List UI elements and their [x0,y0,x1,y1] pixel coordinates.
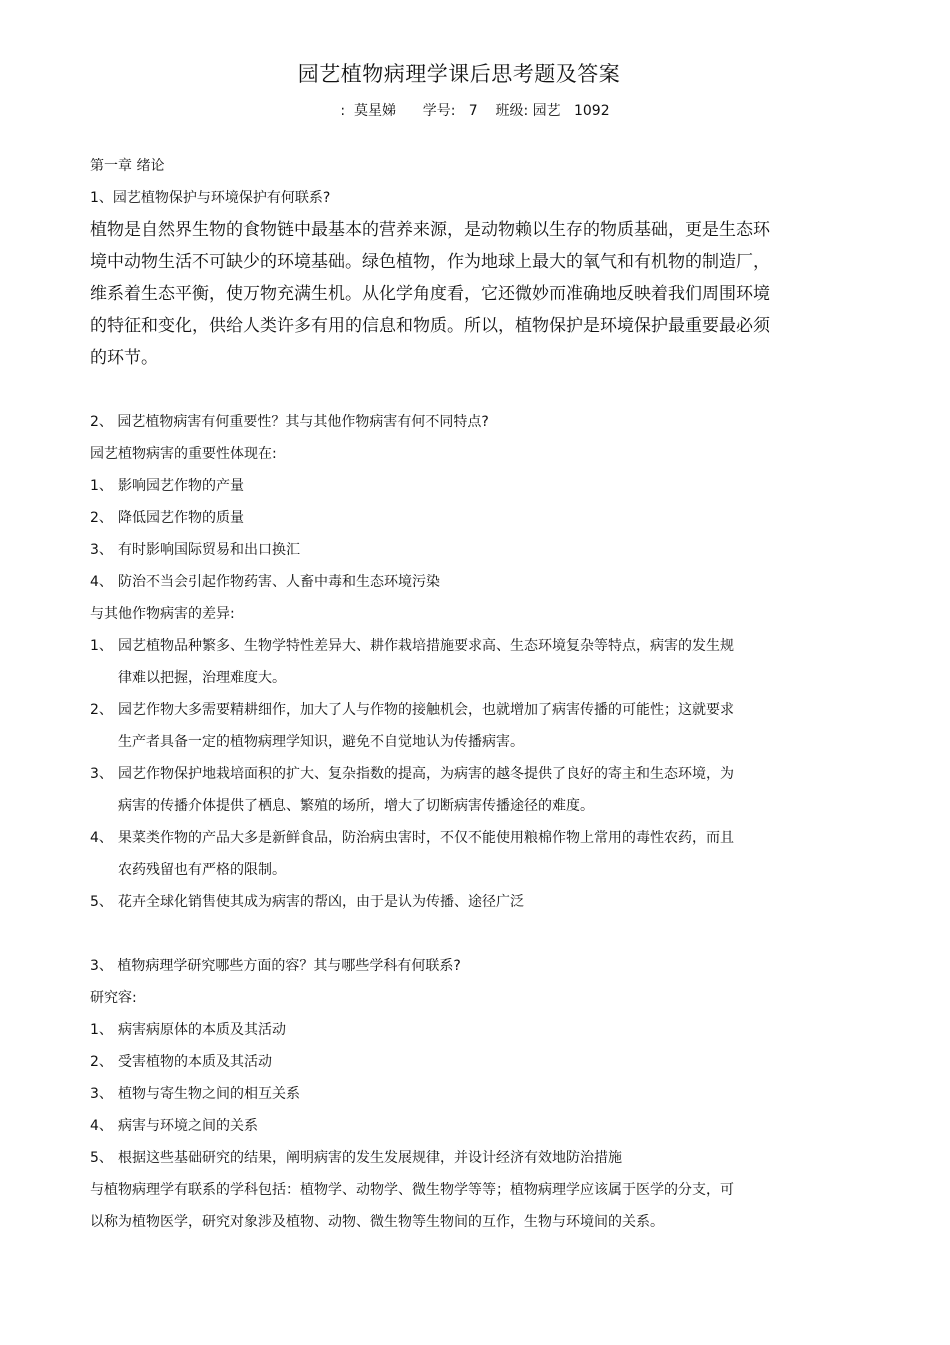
item-text: 受害植物的本质及其活动 [118,1054,272,1070]
question-1: 1、园艺植物保护与环境保护有何联系? [90,190,331,206]
research-heading: 研究容: [90,990,137,1006]
list-item [90,636,734,656]
answer-1-line: 植物是自然界生物的食物链中最基本的营养来源，是动物赖以生存的物质基础，更是生态环 [90,220,770,240]
item-text: 园艺作物大多需要精耕细作，加大了人与作物的接触机会，也就增加了病害传播的可能性；这就要求 [118,702,734,718]
list-item [90,1116,258,1136]
question-3: 3、 植物病理学研究哪些方面的容？其与哪些学科有何联系? [90,958,461,974]
item-text: 根据这些基础研究的结果，阐明病害的发生发展规律，并设计经济有效地防治措施 [118,1150,622,1166]
list-item [90,764,734,784]
item-text: 病害与环境之间的关系 [118,1118,258,1134]
item-number: 5、 [90,1150,113,1166]
item-text: 影响园艺作物的产量 [118,478,244,494]
item-number: 1、 [90,1022,113,1038]
list-item [90,1020,286,1040]
related-disciplines-line: 与植物病理学有联系的学科包括：植物学、动物学、微生物学等等；植物病理学应该属于医学的分支，可 [90,1182,734,1198]
item-number: 1、 [90,638,113,654]
item-text: 花卉全球化销售使其成为病害的帮凶，由于是认为传播、途径广泛 [118,894,524,910]
item-text: 园艺植物品种繁多、生物学特性差异大、耕作栽培措施要求高、生态环境复杂等特点，病害的发生规 [118,638,734,654]
related-disciplines-line: 以称为植物医学，研究对象涉及植物、动物、微生物等生物间的互作，生物与环境间的关系。 [90,1214,664,1230]
item-text: 降低园艺作物的质量 [118,510,244,526]
item-number: 3、 [90,766,113,782]
item-number: 4、 [90,574,113,590]
answer-1-line: 境中动物生活不可缺少的环境基础。绿色植物，作为地球上最大的氧气和有机物的制造厂， [90,252,770,272]
list-item [90,1052,272,1072]
item-text-continued: 律难以把握，治理难度大。 [118,670,286,686]
item-text-continued: 农药残留也有严格的限制。 [118,862,286,878]
item-text-continued: 病害的传播介体提供了栖息、繁殖的场所，增大了切断病害传播途径的难度。 [118,798,594,814]
list-item [90,508,244,528]
list-item [90,476,244,496]
importance-heading: 园艺植物病害的重要性体现在: [90,446,277,462]
item-number: 3、 [90,1086,113,1102]
document-title: 园艺植物病理学课后思考题及答案 [297,62,621,86]
question-2: 2、 园艺植物病害有何重要性？其与其他作物病害有何不同特点? [90,414,489,430]
item-text: 植物与寄生物之间的相互关系 [118,1086,300,1102]
answer-1-line: 的特征和变化，供给人类许多有用的信息和物质。所以，植物保护是环境保护最重要最必须 [90,316,770,336]
item-text: 有时影响国际贸易和出口换汇 [118,542,300,558]
chapter-heading: 第一章 绪论 [90,158,165,174]
list-item [90,1148,622,1168]
item-text-continued: 生产者具备一定的植物病理学知识，避免不自觉地认为传播病害。 [118,734,524,750]
item-number: 3、 [90,542,113,558]
item-text: 防治不当会引起作物药害、人畜中毒和生态环境污染 [118,574,440,590]
list-item [90,700,734,720]
item-number: 2、 [90,1054,113,1070]
list-item [90,892,524,912]
item-number: 2、 [90,702,113,718]
item-number: 4、 [90,830,113,846]
difference-heading: 与其他作物病害的差异: [90,606,235,622]
item-number: 5、 [90,894,113,910]
item-number: 2、 [90,510,113,526]
answer-1-line: 的环节。 [90,348,158,368]
list-item [90,1084,300,1104]
item-text: 果菜类作物的产品大多是新鲜食品，防治病虫害时，不仅不能使用粮棉作物上常用的毒性农药，而且 [118,830,734,846]
item-number: 4、 [90,1118,113,1134]
author-info: : 莫星娣 学号: 7 班级: 园艺 1092 [340,103,610,119]
list-item [90,572,440,592]
list-item [90,828,734,848]
item-text: 园艺作物保护地栽培面积的扩大、复杂指数的提高，为病害的越冬提供了良好的寄主和生态环境，为 [118,766,734,782]
item-number: 1、 [90,478,113,494]
answer-1-line: 维系着生态平衡，使万物充满生机。从化学角度看，它还微妙而准确地反映着我们周围环境 [90,284,770,304]
list-item [90,540,300,560]
item-text: 病害病原体的本质及其活动 [118,1022,286,1038]
